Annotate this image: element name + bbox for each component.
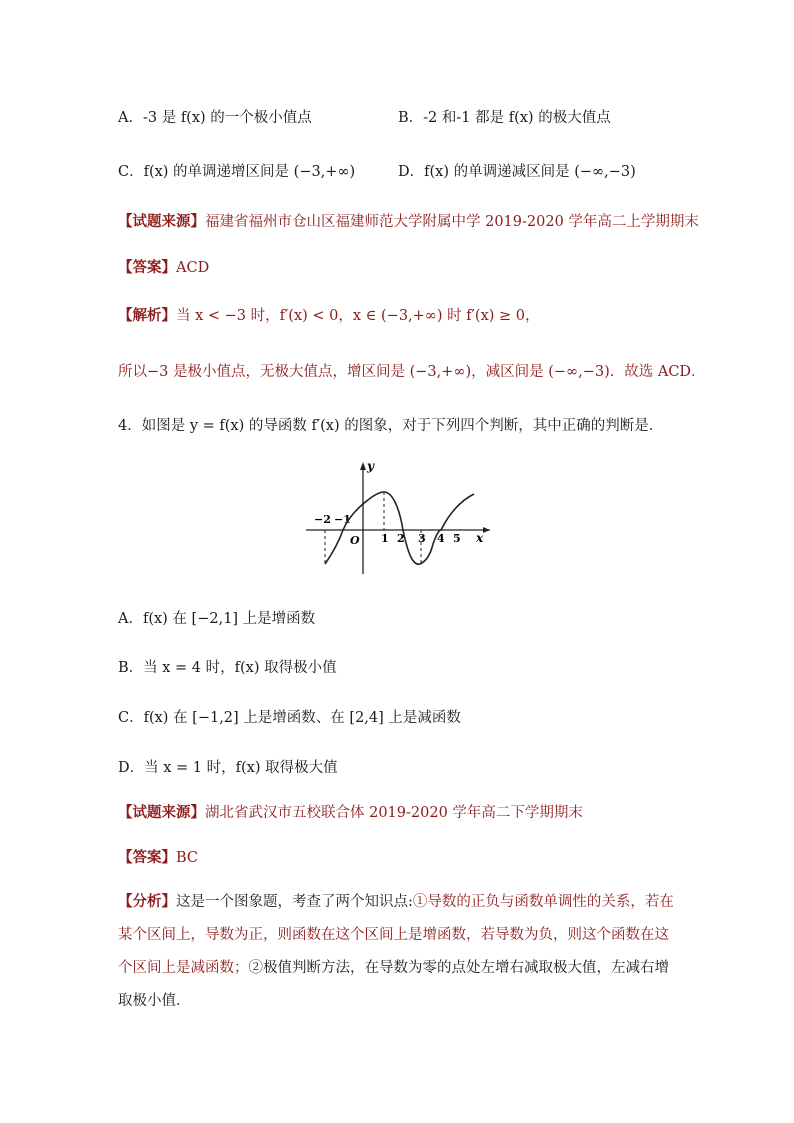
- origin-label: O: [350, 534, 360, 547]
- tick-label-4: 4: [437, 532, 445, 545]
- q4-analysis-text-2: ②极值判断方法，在导数为零的点处左增右减取极大值，左减右增取极小值．: [118, 960, 669, 1009]
- q3-analysis-line-1: [118, 306, 540, 326]
- q4-answer-line: [118, 848, 198, 868]
- q3-option-a: A．-3 是 f(x) 的一个极小值点: [118, 110, 312, 126]
- q3-answer-line: [118, 258, 209, 278]
- tick-label-neg2: −2: [314, 513, 331, 526]
- q4-option-d: D．当 x = 1 时，f(x) 取得极大值: [118, 760, 338, 776]
- q4-analysis-text-red: ①导数的正负与函数单调性的关系，若在某个区间上，导数为正，则函数在这个区间上是增函数，若导数为负，则这个函数在这个区间上是减函数；: [118, 894, 674, 976]
- y-axis-arrow: [360, 462, 366, 470]
- q4-answer-label: 【答案】: [118, 849, 176, 866]
- q4-analysis-label: 【分析】: [118, 893, 176, 910]
- tick-label-3: 3: [418, 532, 426, 545]
- q3-option-c: C．f(x) 的单调递增区间是 (−3,+∞): [118, 164, 356, 180]
- tick-label-neg1: −1: [334, 513, 351, 526]
- derivative-curve: [325, 492, 474, 564]
- tick-label-1: 1: [381, 532, 389, 545]
- q4-source-line: [118, 803, 583, 823]
- q4-answer-text: BC: [176, 850, 199, 866]
- q3-analysis-text-1: 当 x < −3 时，f′(x) < 0，x ∈ (−3,+∞) 时 f′(x) ≥ 0，: [176, 308, 540, 324]
- q3-option-d: D．f(x) 的单调递减区间是 (−∞,−3): [398, 164, 636, 180]
- derivative-graph: [300, 458, 494, 578]
- x-axis-arrow: [483, 527, 490, 533]
- x-axis-label: x: [476, 531, 484, 545]
- q3-analysis-line-2: 所以−3 是极小值点，无极大值点，增区间是 (−3,+∞)，减区间是 (−∞,−3)．故选 ACD．: [118, 364, 706, 380]
- q3-source-text: 福建省福州市仓山区福建师范大学附属中学 2019-2020 学年高二上学期期末: [205, 214, 699, 230]
- q3-analysis-label: 【解析】: [118, 307, 176, 324]
- q4-analysis-paragraph: [118, 885, 678, 1018]
- q4-analysis-text-1: 这是一个图象题，考查了两个知识点:: [176, 894, 413, 910]
- q3-source-label: 【试题来源】: [118, 213, 205, 230]
- q4-source-label: 【试题来源】: [118, 804, 205, 821]
- q4-option-a: A．f(x) 在 [−2,1] 上是增函数: [118, 611, 316, 627]
- q3-source-line: [118, 212, 699, 232]
- tick-label-5: 5: [453, 532, 461, 545]
- q3-answer-label: 【答案】: [118, 259, 176, 276]
- q4-source-text: 湖北省武汉市五校联合体 2019-2020 学年高二下学期期末: [205, 805, 583, 821]
- q4-stem: 4．如图是 y = f(x) 的导函数 f′(x) 的图象，对于下列四个判断，其中正确的判断是．: [118, 418, 664, 434]
- q4-option-b: B．当 x = 4 时，f(x) 取得极小值: [118, 660, 337, 676]
- q3-option-b: B．-2 和-1 都是 f(x) 的极大值点: [398, 110, 611, 126]
- q4-option-c: C．f(x) 在 [−1,2] 上是增函数、在 [2,4] 上是减函数: [118, 710, 461, 726]
- y-axis-label: y: [367, 459, 374, 473]
- tick-label-2: 2: [397, 532, 405, 545]
- q3-answer-text: ACD: [176, 260, 210, 276]
- q3-option-row-1: [118, 108, 312, 128]
